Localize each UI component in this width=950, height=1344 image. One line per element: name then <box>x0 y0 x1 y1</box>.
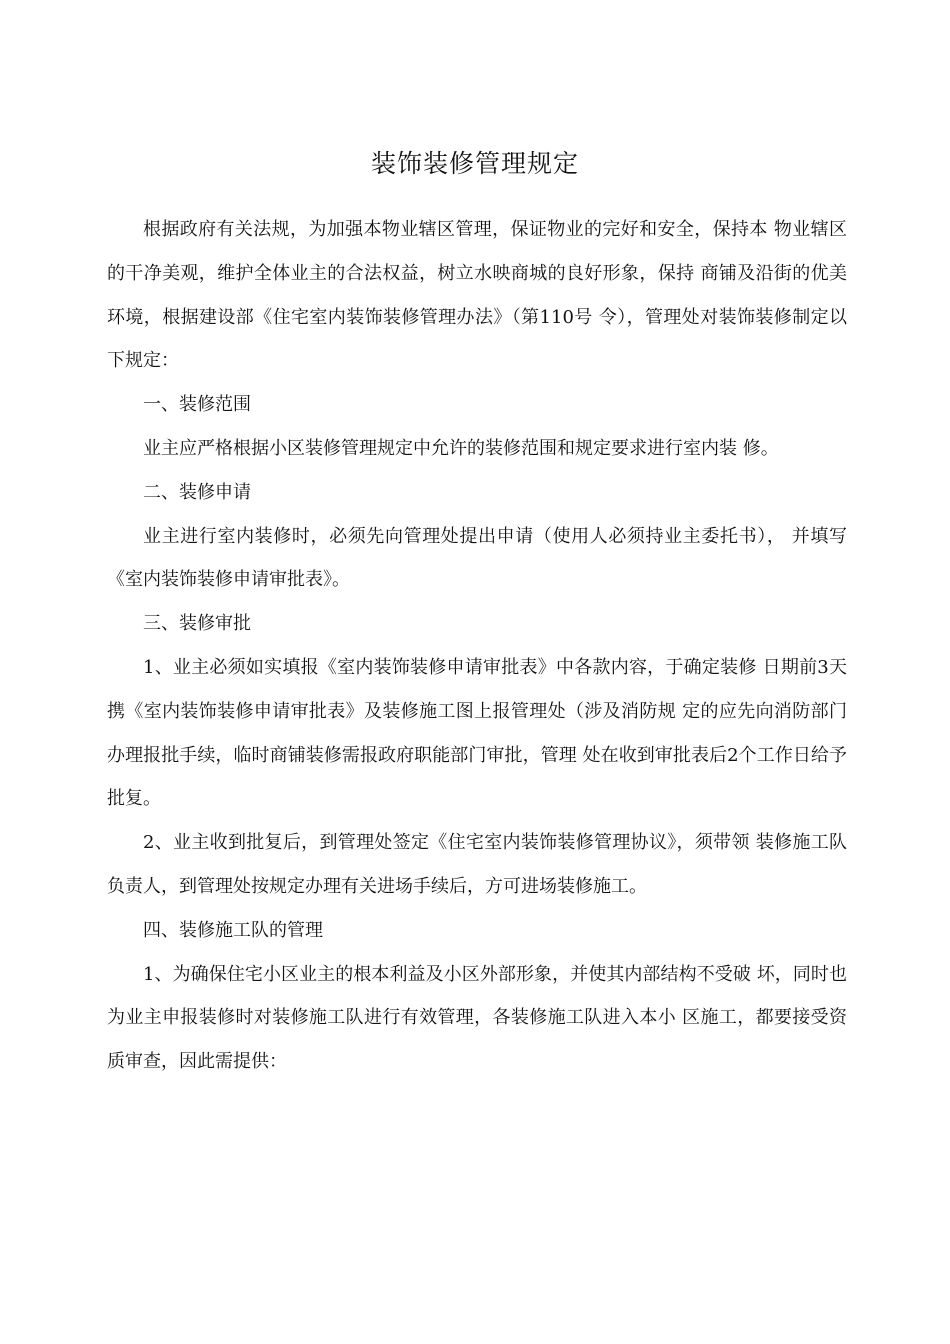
contractors-paragraph-1: 1、为确保住宅小区业主的根本利益及小区外部形象，并使其内部结构不受破 坏，同时也为业主申报装修时对装修施工队进行有效管理，各装修施工队进入本小 区施工，都要接受资质审查，因此需提供： <box>107 963 847 1073</box>
document-body <box>107 208 847 1084</box>
section-heading-contractors: 四、装修施工队的管理 <box>143 919 323 941</box>
section-heading-scope: 一、装修范围 <box>143 394 251 416</box>
scope-paragraph: 业主应严格根据小区装修管理规定中允许的装修范围和规定要求进行室内装 修。 <box>143 437 779 459</box>
approval-paragraph-2: 2、业主收到批复后，到管理处签定《住宅室内装饰装修管理协议》，须带领 装修施工队负责人，到管理处按规定办理有关进场手续后，方可进场装修施工。 <box>107 832 847 897</box>
intro-paragraph: 根据政府有关法规，为加强本物业辖区管理，保证物业的完好和安全，保持本 物业辖区的干净美观，维护全体业主的合法权益，树立水映商城的良好形象，保持 商铺及沿街的优美环境，根据建设部《住宅室内装饰装修管理办法》（第110号 令），管理处对装饰装修制定以下规定： <box>107 219 847 372</box>
section-heading-application: 二、装修申请 <box>143 481 251 503</box>
application-paragraph: 业主进行室内装修时，必须先向管理处提出申请（使用人必须持业主委托书）， 并填写《室内装饰装修申请审批表》。 <box>107 525 847 591</box>
section-heading-approval: 三、装修审批 <box>143 613 251 635</box>
document-title: 装饰装修管理规定 <box>370 149 579 178</box>
approval-paragraph-1: 1、业主必须如实填报《室内装饰装修申请审批表》中各款内容，于确定装修 日期前3天携《室内装饰装修申请审批表》及装修施工图上报管理处（涉及消防规 定的应先向消防部门办理报批手续，临时商铺装修需报政府职能部门审批，管理 处在收到审批表后2个工作日给予批复。 <box>107 656 847 810</box>
